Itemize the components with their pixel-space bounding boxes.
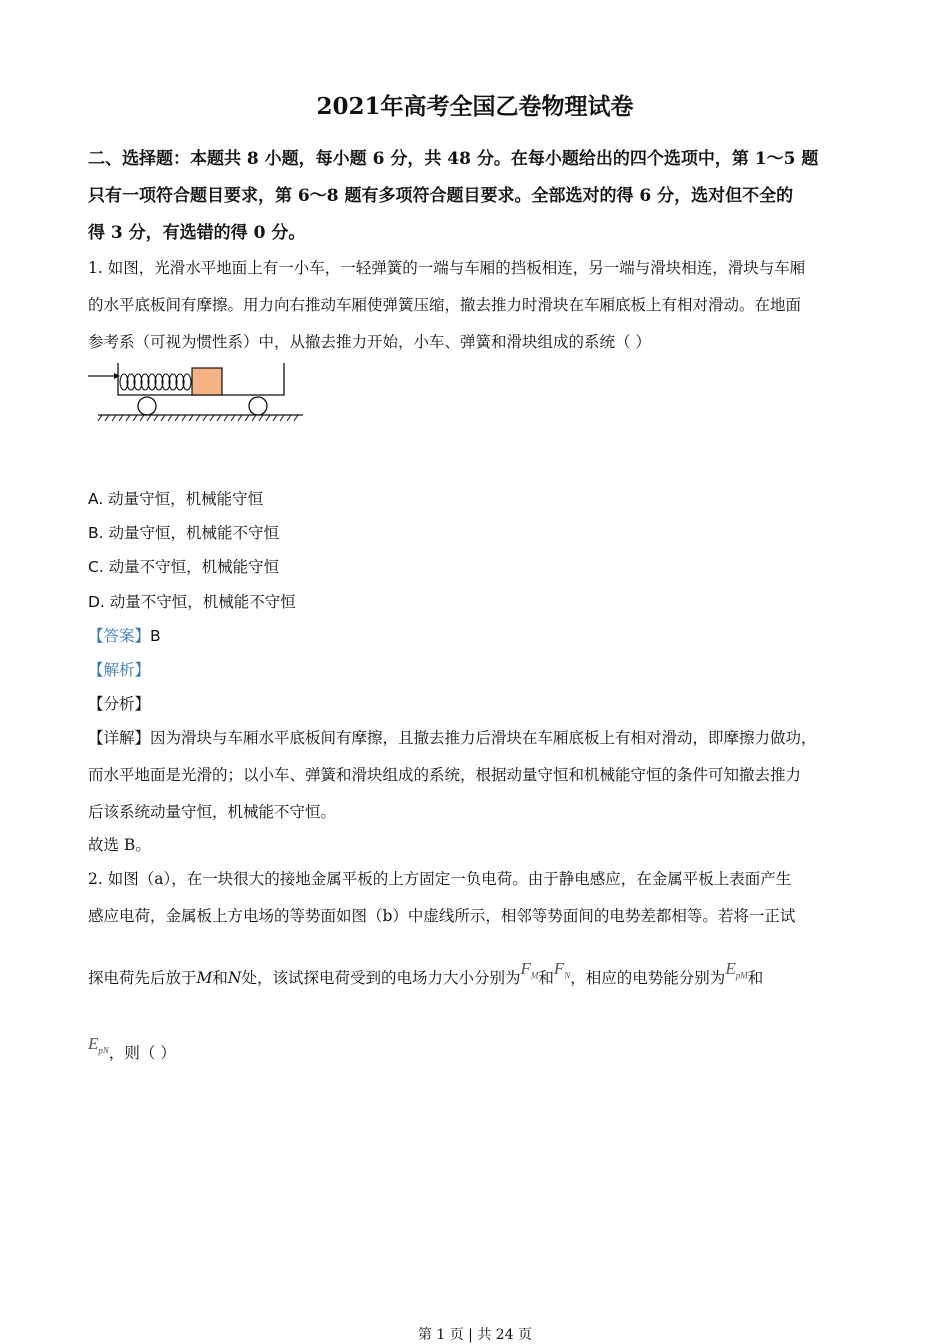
potential-energy-m-symbol: $E_{pM}$ [725, 959, 748, 981]
section-instructions-line-2: 只有一项符合题目要求，第 6～8 题有多项符合题目要求。全部选对的得 6 分，选对但不全的 [88, 186, 794, 206]
wheel-right [249, 397, 267, 415]
document-title: 2021年高考全国乙卷物理试卷 [316, 93, 634, 120]
question-1-stem-line-3: 参考系（可视为惯性系）中，从撤去推力开始，小车、弹簧和滑块组成的系统（ ） [88, 333, 651, 351]
cart-spring-block-figure [88, 358, 308, 428]
question-2-stem-line-1: 2. 如图（a），在一块很大的接地金属平板的上方固定一负电荷。由于静电感应，在金属平板上表面产生 [88, 870, 792, 888]
q2-text-7: ，则（ ） [108, 1044, 176, 1062]
detail-line-1: 【详解】因为滑块与车厢水平底板间有摩擦，且撤去推力后滑块在车厢底板上有相对滑动，即摩擦力做功， [88, 729, 817, 747]
push-arrow-head [114, 373, 120, 379]
q2-text-1: 探电荷先后放于 [88, 969, 197, 987]
q2-text-2: 和 [212, 969, 228, 987]
q2-text-6: 和 [747, 969, 764, 987]
wheel-left [138, 397, 156, 415]
question-2-stem-line-4 [88, 1034, 176, 1064]
question-1-stem-line-1: 1. 如图，光滑水平地面上有一小车，一轻弹簧的一端与车厢的挡板相连，另一端与滑块相连，滑块与车厢 [88, 259, 806, 277]
conclusion-line: 故选 B。 [88, 836, 151, 854]
fenxi-tag: 【分析】 [88, 695, 151, 713]
slider-block [192, 368, 222, 395]
force-m-symbol: $F_M$ [520, 959, 539, 981]
option-a [88, 487, 263, 509]
option-a-text: A. 动量守恒，机械能守恒 [88, 490, 264, 508]
option-c [88, 555, 279, 577]
spring [120, 374, 191, 390]
question-2-stem-line-2: 感应电荷，金属板上方电场的等势面如图（b）中虚线所示，相邻等势面间的电势差都相等。若将一正试 [88, 907, 796, 925]
q2-text-4: 和 [538, 969, 554, 987]
potential-energy-n-symbol: $E_{pN}$ [88, 1034, 109, 1056]
answer-line [88, 624, 161, 646]
section-instructions-line-1: 二、选择题：本题共 8 小题，每小题 6 分，共 48 分。在每小题给出的四个选项中，第 1～5 题 [88, 149, 819, 169]
question-2-stem-line-3 [88, 959, 764, 989]
option-b-text: B. 动量守恒，机械能不守恒 [88, 524, 279, 542]
point-m: M [196, 969, 213, 987]
detail-line-2: 而水平地面是光滑的；以小车、弹簧和滑块组成的系统，根据动量守恒和机械能守恒的条件可知撤去推力 [88, 766, 802, 784]
ground-hatching [98, 415, 298, 421]
force-n-symbol: $F_N$ [553, 959, 571, 981]
question-1-stem-line-2: 的水平底板间有摩擦。用力向右推动车厢使弹簧压缩，撤去推力时滑块在车厢底板上有相对滑动。在地面 [88, 296, 802, 314]
detail-line-3: 后该系统动量守恒，机械能不守恒。 [88, 803, 337, 821]
section-instructions-line-3: 得 3 分，有选错的得 0 分。 [88, 223, 306, 243]
option-d [88, 590, 296, 612]
answer-tag: 【答案】 [88, 627, 151, 645]
analysis-tag: 【解析】 [88, 661, 151, 679]
page-footer: 第 1 页 | 共 24 页 [417, 1327, 533, 1343]
point-n: N [227, 969, 242, 987]
q2-text-5: ，相应的电势能分别为 [570, 969, 726, 987]
option-c-text: C. 动量不守恒，机械能守恒 [88, 558, 280, 576]
option-b [88, 521, 279, 543]
option-d-text: D. 动量不守恒，机械能不守恒 [88, 593, 296, 611]
q2-text-3: 处，该试探电荷受到的电场力大小分别为 [241, 969, 521, 987]
answer-value: B [150, 627, 161, 645]
